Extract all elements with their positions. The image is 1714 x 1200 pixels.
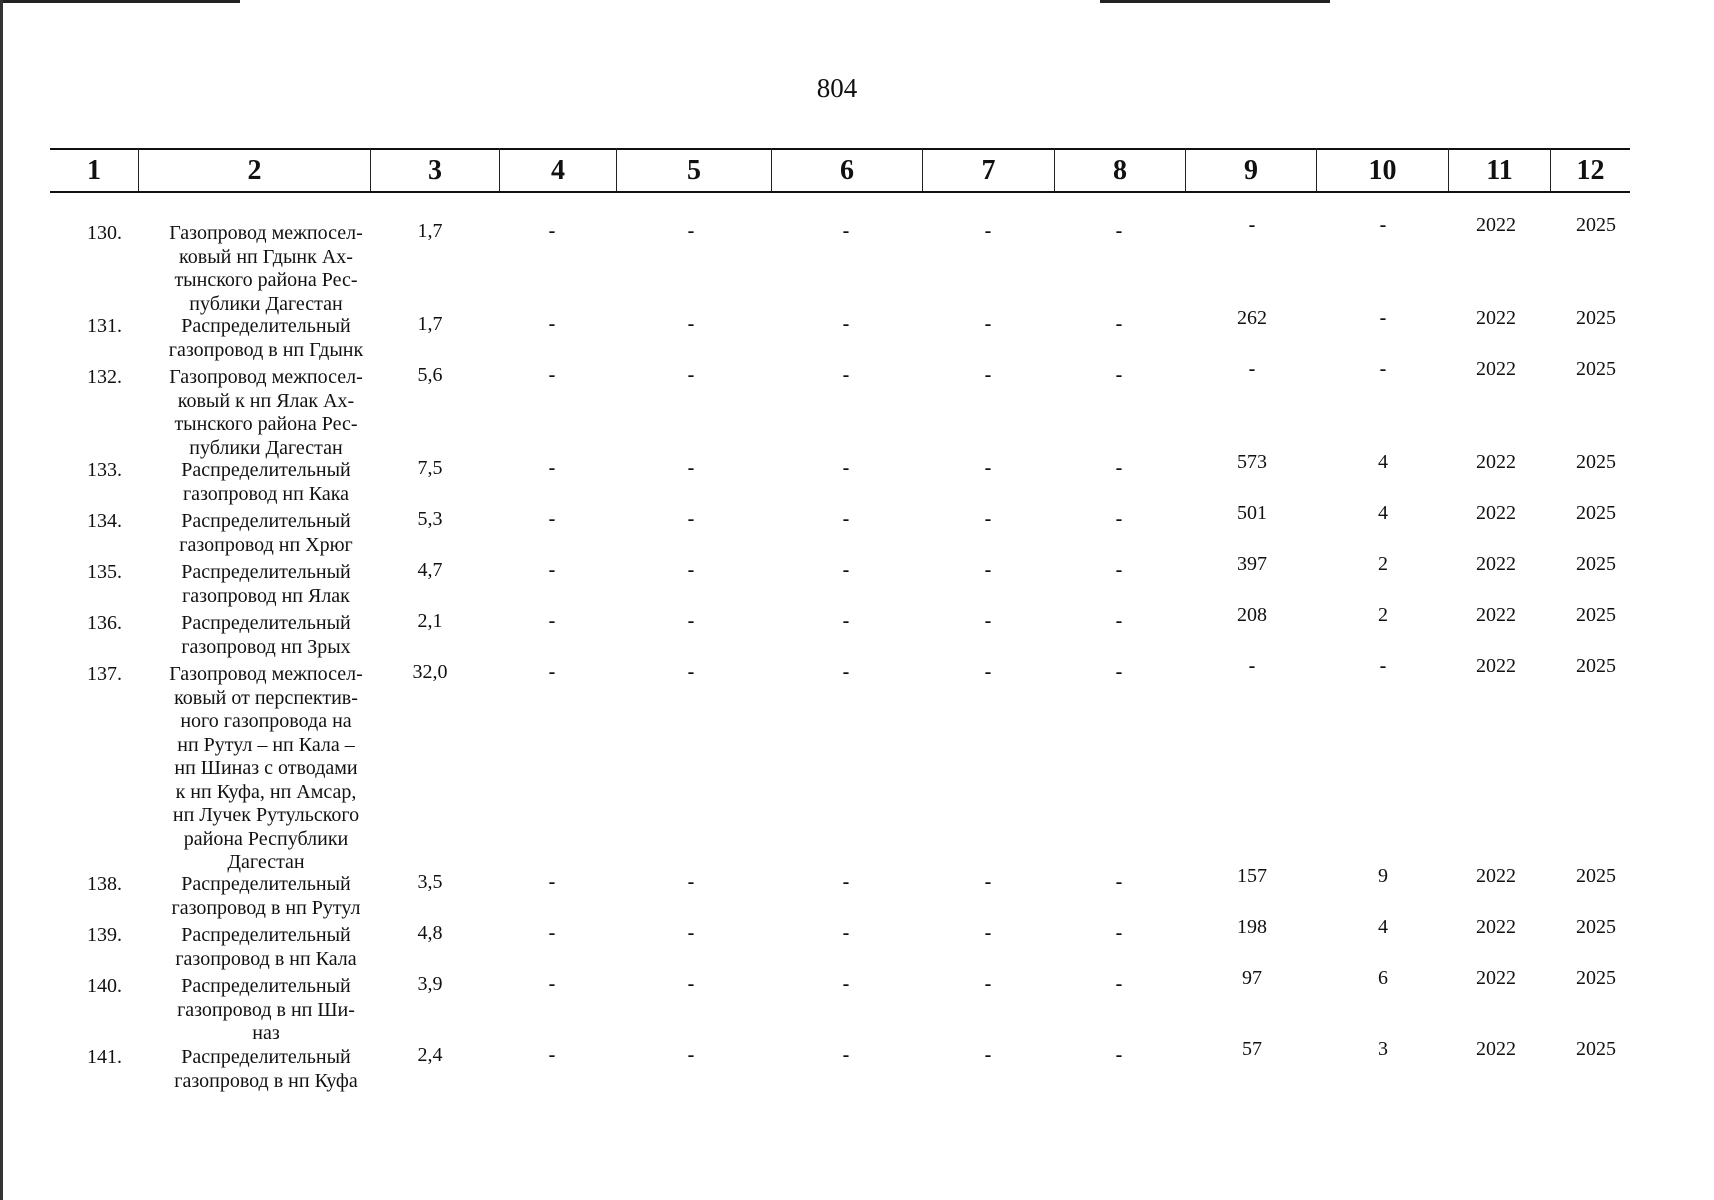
cell-col-10: 4: [1378, 502, 1388, 524]
cell-col-5: -: [687, 973, 695, 995]
cell-col-5: -: [687, 610, 695, 632]
object-name-line: газопровод в нп Ши-: [177, 998, 355, 1021]
cell-col-4: -: [548, 973, 556, 995]
table-header: [50, 148, 1630, 193]
cell-col-6: -: [842, 661, 850, 683]
cell-col-7: -: [984, 559, 992, 581]
cell-col-12: 2025: [1576, 307, 1616, 329]
cell-col-10: 4: [1378, 916, 1388, 938]
cell-col-3: 2,4: [417, 1044, 443, 1066]
cell-col-11: 2022: [1476, 502, 1516, 524]
object-name-line: газопровод нп Кака: [182, 482, 350, 505]
object-name-line: Распределительный: [181, 975, 351, 997]
cell-col-11: 2022: [1476, 358, 1516, 380]
object-name-line: Распределительный: [181, 873, 351, 895]
object-name-line: Распределительный: [181, 510, 351, 532]
object-name-line: Газопровод межпосел-: [169, 663, 363, 685]
column-header-5: 5: [616, 148, 771, 193]
cell-col-9: -: [1248, 655, 1256, 677]
object-name-line: газопровод нп Хрюг: [179, 533, 353, 556]
object-name-line: наз: [252, 1022, 280, 1044]
cell-col-6: -: [842, 313, 850, 335]
object-name: [146, 459, 386, 506]
cell-col-3: 3,9: [417, 973, 443, 995]
object-name: [146, 975, 386, 1046]
object-name: [146, 315, 386, 362]
cell-col-12: 2025: [1576, 1038, 1616, 1060]
cell-col-4: -: [548, 871, 556, 893]
object-name-line: ковый нп Гдынк Ах-: [179, 245, 353, 268]
cell-col-10: -: [1379, 358, 1387, 380]
cell-col-4: -: [548, 559, 556, 581]
cell-col-12: 2025: [1576, 358, 1616, 380]
cell-col-11: 2022: [1476, 307, 1516, 329]
cell-col-4: -: [548, 922, 556, 944]
row-number: 133.: [87, 459, 122, 481]
object-name-line: Дагестан: [227, 851, 305, 873]
cell-col-3: 4,8: [417, 922, 443, 944]
cell-col-7: -: [984, 661, 992, 683]
row-number: 141.: [87, 1046, 122, 1068]
object-name-line: тынского района Рес-: [174, 269, 358, 291]
cell-col-10: -: [1379, 307, 1387, 329]
cell-col-10: 9: [1378, 865, 1388, 887]
cell-col-8: -: [1115, 661, 1123, 683]
cell-col-10: -: [1379, 655, 1387, 677]
row-number: 140.: [87, 975, 122, 997]
column-header-10: 10: [1316, 148, 1448, 193]
cell-col-10: 6: [1378, 967, 1388, 989]
cell-col-6: -: [842, 508, 850, 530]
cell-col-3: 2,1: [417, 610, 443, 632]
object-name-line: газопровод в нп Рутул: [171, 896, 361, 919]
object-name-line: Распределительный: [181, 315, 351, 337]
cell-col-4: -: [548, 1044, 556, 1066]
row-number: 136.: [87, 612, 122, 634]
cell-col-5: -: [687, 922, 695, 944]
cell-col-6: -: [842, 1044, 850, 1066]
cell-col-3: 5,3: [417, 508, 443, 530]
cell-col-10: 2: [1378, 553, 1388, 575]
cell-col-4: -: [548, 610, 556, 632]
cell-col-9: 262: [1237, 307, 1267, 329]
column-header-3: 3: [370, 148, 499, 193]
header-bottom-rule: [50, 191, 1630, 193]
object-name-line: газопровод в нп Кала: [175, 947, 357, 970]
cell-col-10: 2: [1378, 604, 1388, 626]
cell-col-9: 57: [1242, 1038, 1262, 1060]
cell-col-10: -: [1379, 214, 1387, 236]
object-name-line: ковый к нп Ялак Ах-: [177, 389, 355, 412]
cell-col-4: -: [548, 508, 556, 530]
cell-col-7: -: [984, 610, 992, 632]
cell-col-5: -: [687, 871, 695, 893]
column-header-7: 7: [922, 148, 1054, 193]
cell-col-8: -: [1115, 1044, 1123, 1066]
row-number: 130.: [87, 222, 122, 244]
cell-col-3: 1,7: [417, 313, 443, 335]
column-header-12: 12: [1550, 148, 1630, 193]
object-name-line: газопровод нп Ялак: [182, 584, 350, 607]
cell-col-5: -: [687, 1044, 695, 1066]
object-name: [146, 366, 386, 460]
page-number: 804: [816, 73, 858, 103]
cell-col-6: -: [842, 973, 850, 995]
row-number: 132.: [87, 366, 122, 388]
cell-col-9: 97: [1242, 967, 1262, 989]
cell-col-11: 2022: [1476, 1038, 1516, 1060]
column-header-4: 4: [499, 148, 616, 193]
cell-col-9: -: [1248, 214, 1256, 236]
object-name-line: Распределительный: [181, 612, 351, 634]
cell-col-11: 2022: [1476, 865, 1516, 887]
cell-col-11: 2022: [1476, 451, 1516, 473]
cell-col-3: 1,7: [417, 220, 443, 242]
object-name-line: нп Лучек Рутульского: [172, 804, 360, 826]
column-header-2: 2: [138, 148, 370, 193]
cell-col-5: -: [687, 661, 695, 683]
cell-col-7: -: [984, 457, 992, 479]
cell-col-11: 2022: [1476, 553, 1516, 575]
cell-col-6: -: [842, 871, 850, 893]
column-header-9: 9: [1185, 148, 1316, 193]
cell-col-7: -: [984, 508, 992, 530]
cell-col-7: -: [984, 313, 992, 335]
object-name: [146, 924, 386, 971]
cell-col-8: -: [1115, 457, 1123, 479]
object-name: [146, 222, 386, 316]
object-name-line: нп Шиназ с отводами: [174, 757, 358, 779]
cell-col-6: -: [842, 559, 850, 581]
cell-col-5: -: [687, 508, 695, 530]
object-name: [146, 612, 386, 659]
cell-col-7: -: [984, 973, 992, 995]
scan-edge-top: [0, 0, 1714, 3]
object-name: [146, 873, 386, 920]
object-name-line: публики Дагестан: [189, 292, 343, 315]
object-name-line: к нп Куфа, нп Амсар,: [175, 780, 357, 803]
cell-col-11: 2022: [1476, 604, 1516, 626]
column-header-1: 1: [87, 154, 101, 186]
cell-col-12: 2025: [1576, 451, 1616, 473]
row-number: 139.: [87, 924, 122, 946]
cell-col-7: -: [984, 871, 992, 893]
cell-col-5: -: [687, 457, 695, 479]
cell-col-8: -: [1115, 871, 1123, 893]
cell-col-9: -: [1248, 358, 1256, 380]
row-number: 138.: [87, 873, 122, 895]
cell-col-9: 198: [1237, 916, 1267, 938]
cell-col-7: -: [984, 364, 992, 386]
cell-col-11: 2022: [1476, 916, 1516, 938]
object-name-line: Распределительный: [181, 561, 351, 583]
scan-edge-left: [0, 0, 3, 1200]
cell-col-3: 7,5: [417, 457, 443, 479]
row-number: 134.: [87, 510, 122, 532]
object-name-line: нп Рутул – нп Кала –: [177, 733, 355, 756]
cell-col-9: 157: [1237, 865, 1267, 887]
cell-col-3: 5,6: [417, 364, 443, 386]
cell-col-12: 2025: [1576, 553, 1616, 575]
object-name: [146, 1046, 386, 1093]
cell-col-4: -: [548, 364, 556, 386]
cell-col-8: -: [1115, 220, 1123, 242]
cell-col-4: -: [548, 457, 556, 479]
cell-col-6: -: [842, 457, 850, 479]
object-name-line: ного газопровода на: [180, 710, 352, 732]
cell-col-3: 4,7: [417, 559, 443, 581]
cell-col-8: -: [1115, 559, 1123, 581]
cell-col-3: 32,0: [412, 661, 448, 683]
cell-col-9: 573: [1237, 451, 1267, 473]
cell-col-5: -: [687, 313, 695, 335]
cell-col-11: 2022: [1476, 967, 1516, 989]
object-name: [146, 510, 386, 557]
cell-col-8: -: [1115, 508, 1123, 530]
cell-col-9: 397: [1237, 553, 1267, 575]
cell-col-9: 501: [1237, 502, 1267, 524]
cell-col-8: -: [1115, 922, 1123, 944]
cell-col-8: -: [1115, 610, 1123, 632]
object-name-line: газопровод в нп Куфа: [174, 1069, 358, 1092]
column-header-8: 8: [1054, 148, 1185, 193]
object-name: [146, 663, 386, 875]
object-name-line: Распределительный: [181, 459, 351, 481]
cell-col-11: 2022: [1476, 214, 1516, 236]
cell-col-7: -: [984, 1044, 992, 1066]
cell-col-6: -: [842, 922, 850, 944]
cell-col-7: -: [984, 220, 992, 242]
object-name-line: Газопровод межпосел-: [169, 366, 363, 388]
cell-col-6: -: [842, 220, 850, 242]
cell-col-8: -: [1115, 364, 1123, 386]
cell-col-10: 3: [1378, 1038, 1388, 1060]
cell-col-8: -: [1115, 313, 1123, 335]
object-name-line: Газопровод межпосел-: [169, 222, 363, 244]
object-name-line: публики Дагестан: [189, 436, 343, 459]
cell-col-4: -: [548, 220, 556, 242]
row-number: 135.: [87, 561, 122, 583]
cell-col-5: -: [687, 220, 695, 242]
cell-col-10: 4: [1378, 451, 1388, 473]
object-name-line: газопровод нп Зрых: [181, 635, 351, 658]
row-number: 137.: [87, 663, 122, 685]
row-number: 131.: [87, 315, 122, 337]
cell-col-7: -: [984, 922, 992, 944]
cell-col-11: 2022: [1476, 655, 1516, 677]
object-name-line: района Республики: [183, 827, 349, 850]
cell-col-6: -: [842, 610, 850, 632]
cell-col-12: 2025: [1576, 865, 1616, 887]
object-name-line: Распределительный: [181, 924, 351, 946]
cell-col-5: -: [687, 364, 695, 386]
cell-col-3: 3,5: [417, 871, 443, 893]
cell-col-12: 2025: [1576, 214, 1616, 236]
cell-col-4: -: [548, 313, 556, 335]
cell-col-12: 2025: [1576, 916, 1616, 938]
object-name: [146, 561, 386, 608]
column-header-11: 11: [1448, 148, 1550, 193]
cell-col-4: -: [548, 661, 556, 683]
cell-col-12: 2025: [1576, 655, 1616, 677]
object-name-line: Распределительный: [181, 1046, 351, 1068]
cell-col-6: -: [842, 364, 850, 386]
cell-col-12: 2025: [1576, 502, 1616, 524]
column-header-6: 6: [771, 148, 922, 193]
object-name-line: ковый от перспектив-: [174, 686, 358, 709]
cell-col-12: 2025: [1576, 604, 1616, 626]
cell-col-12: 2025: [1576, 967, 1616, 989]
object-name-line: газопровод в нп Гдынк: [168, 338, 364, 361]
object-name-line: тынского района Рес-: [174, 413, 358, 435]
cell-col-9: 208: [1237, 604, 1267, 626]
cell-col-8: -: [1115, 973, 1123, 995]
cell-col-5: -: [687, 559, 695, 581]
